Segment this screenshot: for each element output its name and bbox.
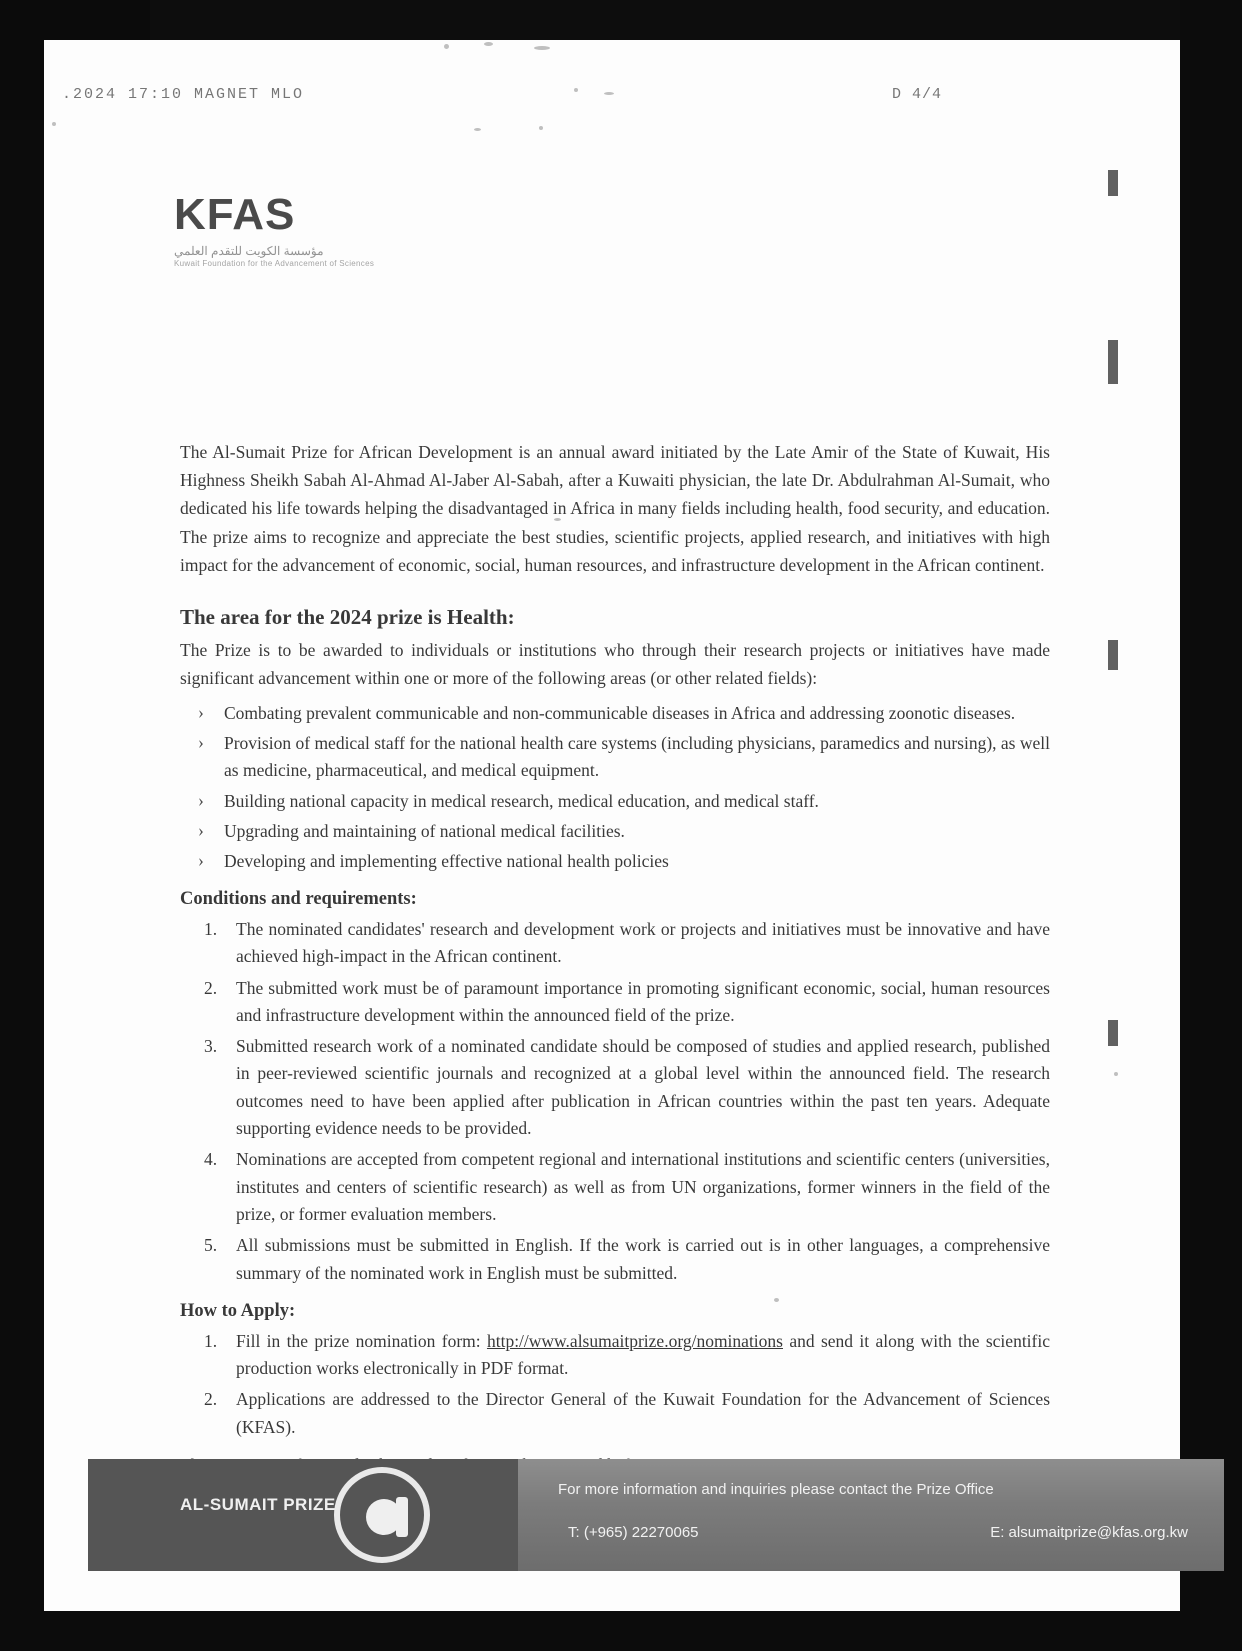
scan-edge-bottom (0, 1611, 1242, 1651)
scan-speck (534, 46, 550, 50)
contact-phone[interactable]: T: (+965) 22270065 (568, 1524, 699, 1541)
footer-band (88, 1459, 1224, 1571)
list-item: All submissions must be submitted in English. If the work is carried out is in other languages, a comprehensive summary of the nominated work in English must be submitted. (236, 1235, 1050, 1283)
apply-step-1-after: and send it along with the scientific production works electronically in PDF format. (236, 1330, 1050, 1379)
list-item: › Building national capacity in medical research, medical education, and medical staff. (180, 788, 1050, 815)
scan-speck (474, 128, 481, 131)
list-item: Submitted research work of a nominated candidate should be composed of studies and applied research, published in peer-reviewed scientific journals and recognized at a global level within the announced field. The research outcomes need to have been applied after publication in African countries within the past ten years. Adequate supporting evidence needs to be provided. (236, 1036, 1050, 1139)
scan-edge-top (150, 0, 1242, 40)
scan-speck (52, 122, 56, 126)
prize-label: AL-SUMAIT PRIZE (180, 1495, 336, 1514)
scan-side-mark (1108, 340, 1118, 384)
list-item: Applications are addressed to the Director General of the Kuwait Foundation for the Advancement of Sciences (KFAS). (236, 1389, 1050, 1437)
document-body (180, 420, 1050, 1497)
conditions-list (180, 916, 1050, 1287)
how-to-apply-list (180, 1328, 1050, 1441)
scan-side-mark (1108, 170, 1118, 196)
contact-email[interactable]: E: alsumaitprize@kfas.org.kw (990, 1524, 1188, 1541)
kfas-logo-arabic: مؤسسة الكويت للتقدم العلمي (174, 244, 324, 258)
kfas-logo-wordmark: KFAS (174, 190, 296, 239)
scan-side-mark (1108, 640, 1118, 670)
scan-speck (484, 42, 493, 46)
footer-contact (558, 1481, 1198, 1544)
how-to-apply-heading: How to Apply: (180, 1300, 296, 1321)
alsumait-logo-bar (396, 1497, 408, 1537)
kfas-logo (174, 190, 474, 268)
area-list (180, 700, 1050, 875)
scan-speck (444, 44, 449, 49)
footer-left-block (88, 1459, 518, 1571)
scan-edge-right (1180, 0, 1242, 1651)
list-item: › Developing and implementing effective national health policies (180, 848, 1050, 875)
scan-speck (604, 92, 614, 95)
list-item (180, 1328, 1050, 1383)
paper-sheet (44, 40, 1188, 1611)
fax-header (62, 86, 1062, 103)
scan-edge-left (0, 120, 44, 1651)
alsumait-logo-icon (334, 1467, 430, 1563)
list-item: The submitted work must be of paramount importance in promoting significant economic, social, human resources and infrastructure development within the announced field of the prize. (236, 977, 1050, 1025)
fax-header-left: .2024 17:10 MAGNET MLO (62, 86, 305, 103)
list-item: › Upgrading and maintaining of national medical facilities. (180, 818, 1050, 845)
scan-speck (539, 126, 543, 130)
conditions-heading: Conditions and requirements: (180, 888, 417, 909)
scan-side-mark (1108, 1020, 1118, 1046)
apply-step-1-before: Fill in the prize nomination form: (236, 1330, 487, 1351)
area-lead: The Prize is to be awarded to individuals or institutions who through their research projects or initiatives have made significant advancement within one or more of the following areas (or other related fields): (180, 640, 1050, 689)
area-heading: The area for the 2024 prize is Health: (180, 605, 515, 630)
list-item: The nominated candidates' research and development work or projects and initiatives must be innovative and have achieved high-impact in the African continent. (236, 918, 1050, 967)
nomination-form-link[interactable]: http://www.alsumaitprize.org/nominations (486, 1330, 783, 1351)
scan-speck (1114, 1072, 1118, 1076)
scan-speck (574, 88, 578, 92)
intro-paragraph: The Al-Sumait Prize for African Development is an annual award initiated by the Late Amir of the State of Kuwait, His Highness Sheikh Sabah Al-Ahmad Al-Jaber Al-Sabah, after a Kuwaiti physician, the late Dr. Abdulrahman Al-Sumait, who dedicated his life towards helping the disadvantaged in Africa in many fields including health, food security, and education. The prize aims to recognize and appreciate the best studies, scientific projects, applied research, and initiatives with high impact for the advancement of economic, social, human resources, and infrastructure development in the African continent. (180, 441, 1050, 575)
kfas-logo-english: Kuwait Foundation for the Advancement of Sciences (174, 259, 375, 268)
list-item: Nominations are accepted from competent regional and international institutions and scientific centers (universities, institutes and centers of scientific research) as well as from UN organizations, former winners in the field of the prize, or former evaluation members. (236, 1149, 1050, 1224)
contact-line: For more information and inquiries please contact the Prize Office (558, 1481, 994, 1498)
list-item: › Combating prevalent communicable and non-communicable diseases in Africa and addressing zoonotic diseases. (180, 700, 1050, 727)
fax-page-indicator: D 4/4 (891, 86, 942, 103)
list-item: › Provision of medical staff for the national health care systems (including physicians, paramedics and nursing), as well as medicine, pharmaceutical, and medical equipment. (180, 730, 1050, 784)
